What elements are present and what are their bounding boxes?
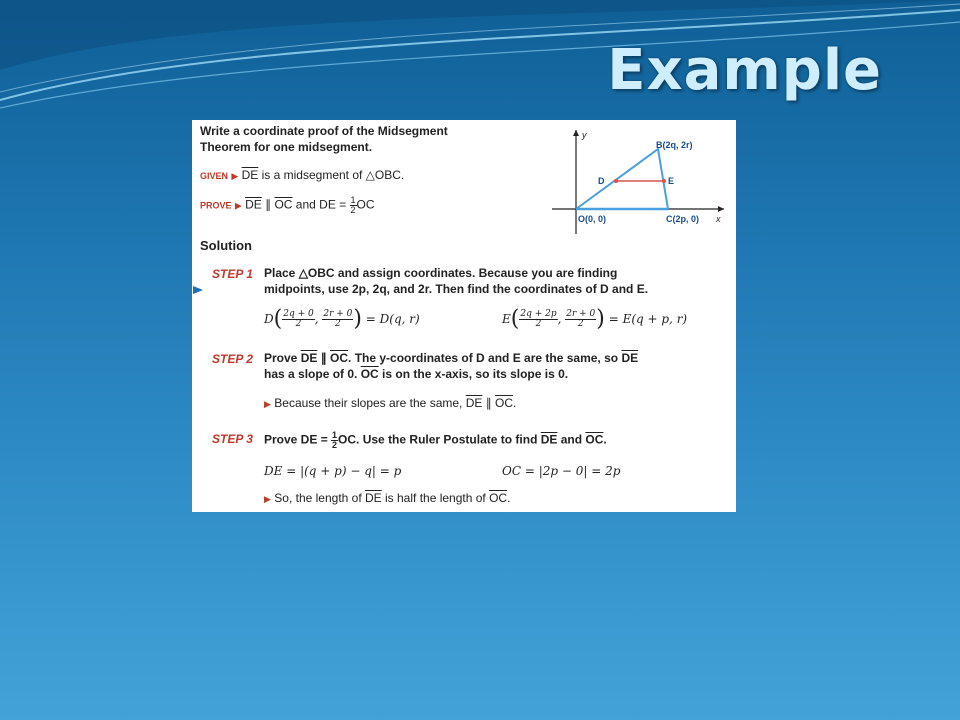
prove-line xyxy=(200,196,375,215)
point-e xyxy=(662,179,666,183)
intro-line-1: Write a coordinate proof of the Midsegment xyxy=(200,124,448,138)
step1-line-1: Place △OBC and assign coordinates. Because you are finding xyxy=(264,266,618,280)
half-fraction: $\frac{1}{2}$ xyxy=(350,195,356,215)
prove-and: and DE = xyxy=(292,197,350,212)
d-label: D xyxy=(598,176,605,186)
slide-title: Example xyxy=(607,38,882,103)
d-midpoint-formula: D( $\frac{2q + 0}{2}$ , $\frac{2r + 0}{2}$ ) = D(q, r) xyxy=(264,306,420,332)
y-axis-label: y xyxy=(582,130,587,140)
arrow-icon: ▶ xyxy=(264,494,271,504)
prove-oc: OC xyxy=(356,197,375,212)
triangle-obc xyxy=(576,149,668,209)
x-axis-label: x xyxy=(716,214,721,224)
step3-line-1: Prove DE = $\frac{1}{2}$ OC. Use the Ruler Postulate to find $\overline{DE}$ and $\overline{OC}$. xyxy=(264,430,607,450)
parallel-symbol: ∥ xyxy=(261,197,275,212)
e-label: E xyxy=(668,176,675,186)
given-line xyxy=(200,168,404,183)
c-label: C(2p, 0) xyxy=(666,214,700,224)
proof-image xyxy=(192,120,736,512)
step2-label: STEP 2 xyxy=(212,352,253,366)
arrow-icon: ▶ xyxy=(231,171,239,181)
step2-line-1: Prove $\overline{DE}$ ∥ $\overline{OC}$. The y-coordinates of D and E are the same, so $\overline{DE}$ xyxy=(264,351,639,365)
oc-length-equation: OC = |2p − 0| = 2p xyxy=(502,464,621,478)
given-label: GIVEN xyxy=(200,171,229,181)
step1-line-2: midpoints, use 2p, 2q, and 2r. Then find the coordinates of D and E. xyxy=(264,282,649,296)
intro-line-2: Theorem for one midsegment. xyxy=(200,140,373,154)
arrow-icon: ▶ xyxy=(264,399,271,409)
given-text: is a midsegment of △OBC. xyxy=(258,168,405,182)
e-midpoint-formula: E( $\frac{2q + 2p}{2}$ , $\frac{2r + 0}{2}$ ) = E(q + p, r) xyxy=(502,306,688,332)
b-label: B(2q, 2r) xyxy=(656,140,693,150)
solution-heading: Solution xyxy=(200,238,252,253)
arrow-icon: ▶ xyxy=(234,200,242,211)
step2-line-2: has a slope of 0. $\overline{OC}$ is on the x-axis, so its slope is 0. xyxy=(264,367,569,381)
pointer-arrow-icon xyxy=(193,286,203,294)
prove-seg-de: $\overline{DE}$ xyxy=(245,197,262,212)
point-d xyxy=(614,179,618,183)
step3-label: STEP 3 xyxy=(212,432,253,446)
o-label: O(0, 0) xyxy=(578,214,607,224)
given-segment: $\overline{DE}$ xyxy=(241,168,259,182)
step3-conclusion: ▶ So, the length of $\overline{DE}$ is half the length of $\overline{OC}$. xyxy=(264,491,511,505)
step2-conclusion: ▶ Because their slopes are the same, $\overline{DE}$ ∥ $\overline{OC}$. xyxy=(264,396,517,410)
de-length-equation: DE = |(q + p) − q| = p xyxy=(264,464,402,478)
step1-label: STEP 1 xyxy=(212,267,253,281)
prove-seg-oc: $\overline{OC}$ xyxy=(274,197,293,212)
prove-label: PROVE xyxy=(200,200,232,211)
coordinate-diagram xyxy=(548,126,728,236)
